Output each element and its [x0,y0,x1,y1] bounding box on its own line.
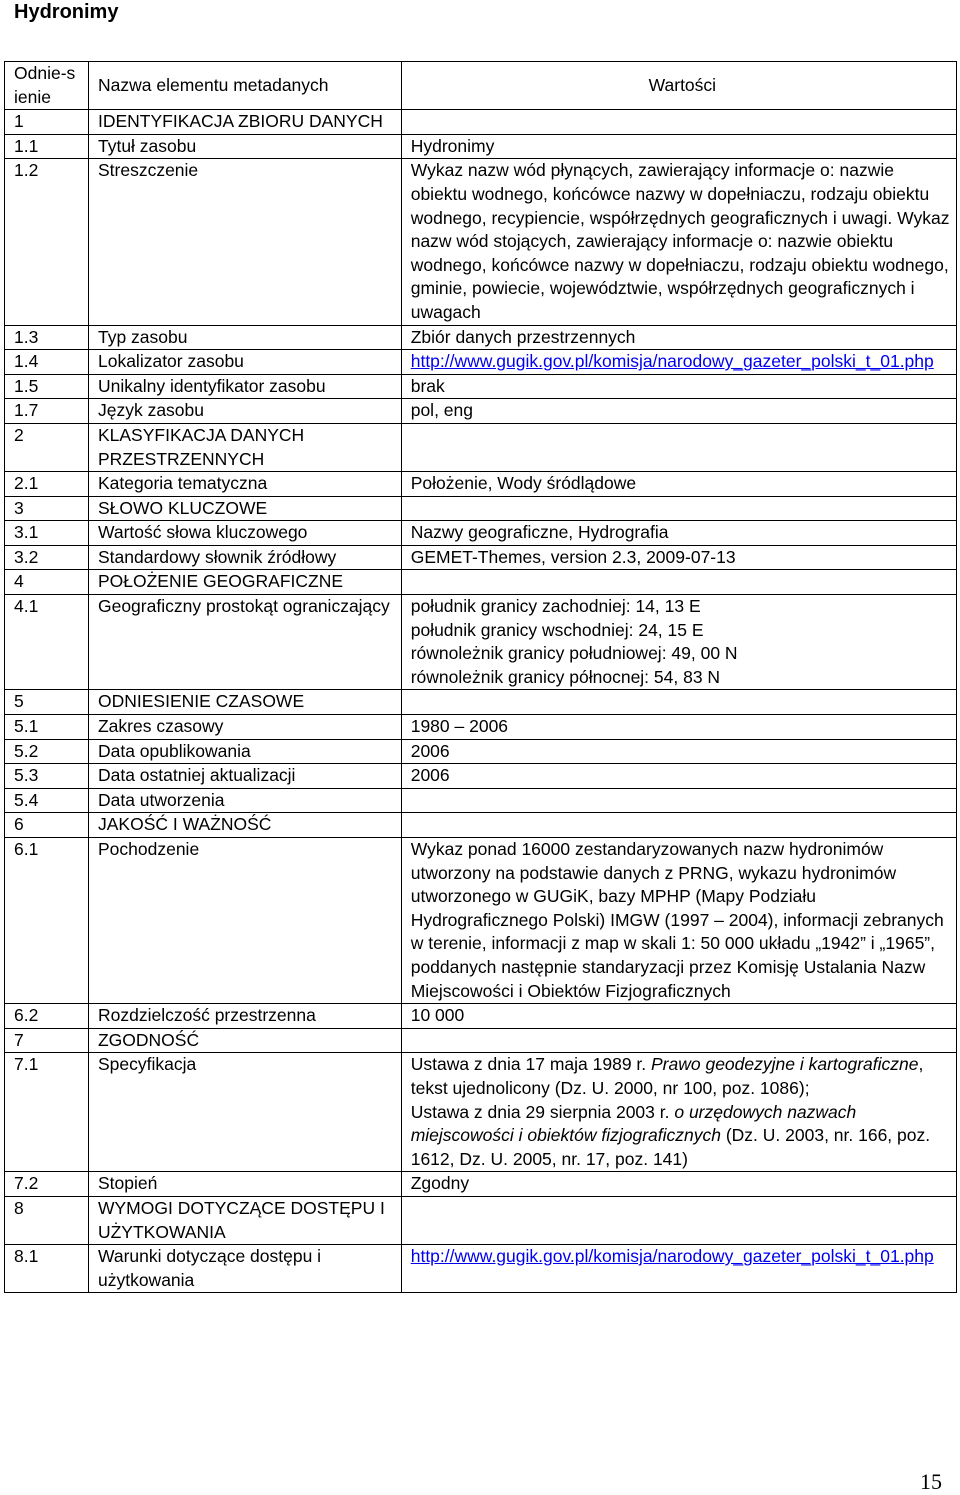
value-text: południk granicy zachodniej: 14, 13 E [410,596,701,617]
ref-cell: 5 [5,690,89,715]
name-cell: Unikalny identyfikator zasobu [88,374,401,399]
ref-cell: 8.1 [5,1245,89,1293]
value-text: , tekst ujednolicony (Dz. U. 2000, nr 100, poz. 1086); [410,1054,924,1098]
name-cell: IDENTYFIKACJA ZBIORU DANYCH [88,110,401,135]
value-paragraph [411,472,954,496]
name-cell: Data ostatniej aktualizacji [88,764,401,789]
name-cell: Data utworzenia [88,788,401,813]
value-text: Położenie, Wody śródlądowe [410,473,637,494]
value-text: 2006 [410,765,450,786]
value-paragraph [411,764,954,788]
table-row [5,690,957,715]
value-cell [401,159,956,325]
value-text: Ustawa z dnia 29 sierpnia 2003 r. [410,1101,675,1122]
value-text: (Dz. U. 2003, nr. 166, poz. 1612, Dz. U. 2005, nr. 17, poz. 141) [410,1125,931,1169]
name-cell: Lokalizator zasobu [88,350,401,375]
table-row [5,545,957,570]
table-row [5,1004,957,1029]
ref-cell: 1.3 [5,325,89,350]
value-text: pol, eng [410,400,473,421]
value-cell [401,1004,956,1029]
value-text: południk granicy wschodniej: 24, 15 E [410,619,704,640]
ref-cell: 6 [5,813,89,838]
value-paragraph [411,1245,954,1269]
table-row [5,595,957,690]
value-text: 1980 – 2006 [410,716,509,737]
table-row [5,325,957,350]
table-row [5,570,957,595]
value-cell [401,715,956,740]
value-paragraph [411,350,954,374]
value-paragraph [411,666,954,690]
value-cell [401,399,956,424]
value-paragraph [411,838,954,1003]
metadata-table [4,61,957,1293]
value-paragraph [411,326,954,350]
value-paragraph [411,546,954,570]
header-name: Nazwa elementu metadanych [88,62,401,110]
name-cell: WYMOGI DOTYCZĄCE DOSTĘPU I UŻYTKOWANIA [88,1196,401,1244]
metadata-table-body [5,62,957,1293]
value-cell [401,350,956,375]
page-title: Hydronimy [14,1,119,23]
table-row [5,134,957,159]
name-cell: Kategoria tematyczna [88,472,401,497]
ref-cell: 8 [5,1196,89,1244]
value-paragraph [411,399,954,423]
table-row [5,399,957,424]
name-cell: Geograficzny prostokąt ograniczający [88,595,401,690]
value-text: Ustawa z dnia 17 maja 1989 r. [410,1054,651,1075]
table-row [5,739,957,764]
value-paragraph [411,740,954,764]
ref-cell: 6.1 [5,838,89,1004]
ref-cell: 4.1 [5,595,89,690]
value-cell [401,739,956,764]
ref-cell: 2.1 [5,472,89,497]
table-row [5,110,957,135]
table-row [5,423,957,471]
table-row [5,1172,957,1197]
name-cell: Streszczenie [88,159,401,325]
value-cell [401,788,956,813]
name-cell: KLASYFIKACJA DANYCH PRZESTRZENNYCH [88,423,401,471]
value-cell [401,838,956,1004]
table-row [5,838,957,1004]
value-text: Zgodny [410,1173,470,1194]
name-cell: Standardowy słownik źródłowy [88,545,401,570]
value-paragraph [411,521,954,545]
name-cell: Wartość słowa kluczowego [88,521,401,546]
name-cell: ODNIESIENIE CZASOWE [88,690,401,715]
ref-cell: 7.1 [5,1053,89,1172]
table-row [5,813,957,838]
name-cell: SŁOWO KLUCZOWE [88,496,401,521]
name-cell: Data opublikowania [88,739,401,764]
value-cell [401,595,956,690]
ref-cell: 1.7 [5,399,89,424]
value-text: brak [410,375,445,396]
value-cell [401,496,956,521]
table-row [5,496,957,521]
value-text: 10 000 [410,1005,465,1026]
ref-cell: 5.2 [5,739,89,764]
table-row [5,159,957,325]
name-cell: Warunki dotyczące dostępu i użytkowania [88,1245,401,1293]
value-text: Wykaz nazw wód płynących, zawierający informacje o: nazwie obiektu wodnego, końcówce nazwy w dopełniaczu, rodzaju obiektu wodnego, recypiencie, współrzędnych geograficznych i uwagi. Wykaz nazw wód stojących, zawierający informacje o: nazwie obiektu wodnego, końcówce nazwy w dopełniaczu, rodzaju obiektu wodnego, gminie, powiecie, województwie, współrzędnych geograficznych i uwagach [410,160,950,322]
value-text: Zbiór danych przestrzennych [410,326,636,347]
value-cell [401,423,956,471]
name-cell: Typ zasobu [88,325,401,350]
table-row [5,788,957,813]
ref-cell: 3 [5,496,89,521]
value-text: równoleżnik granicy północnej: 54, 83 N [410,666,721,687]
ref-cell: 6.2 [5,1004,89,1029]
value-cell [401,1028,956,1053]
name-cell: ZGODNOŚĆ [88,1028,401,1053]
ref-cell: 1.1 [5,134,89,159]
table-row [5,472,957,497]
table-row [5,1053,957,1172]
value-text: Hydronimy [410,135,495,156]
name-cell: Tytuł zasobu [88,134,401,159]
value-cell [401,1053,956,1172]
value-paragraph [411,1053,954,1100]
value-paragraph [411,1004,954,1028]
value-cell [401,764,956,789]
table-row [5,1196,957,1244]
value-text: 2006 [410,740,450,761]
name-cell: Specyfikacja [88,1053,401,1172]
value-cell [401,1245,956,1293]
ref-cell: 5.1 [5,715,89,740]
value-cell [401,690,956,715]
ref-cell: 5.4 [5,788,89,813]
value-cell [401,545,956,570]
ref-cell: 3.1 [5,521,89,546]
table-row [5,1245,957,1293]
value-paragraph [411,159,954,324]
header-ref-label: Odnie-sienie [14,63,76,107]
value-cell [401,374,956,399]
table-row [5,1028,957,1053]
value-cell [401,1172,956,1197]
resource-link[interactable]: http://www.gugik.gov.pl/komisja/narodowy_gazeter_polski_t_01.php [410,1246,934,1267]
ref-cell: 2 [5,423,89,471]
value-paragraph [411,1101,954,1172]
name-cell: POŁOŻENIE GEOGRAFICZNE [88,570,401,595]
value-cell [401,472,956,497]
table-row [5,374,957,399]
ref-cell: 1.4 [5,350,89,375]
table-row [5,715,957,740]
italic-title: o urzędowych nazwach miejscowości i obiektów fizjograficznych [410,1101,857,1146]
name-cell: Pochodzenie [88,838,401,1004]
value-cell [401,110,956,135]
table-row [5,350,957,375]
ref-cell: 1.2 [5,159,89,325]
page-number: 15 [920,1469,942,1494]
ref-cell: 4 [5,570,89,595]
name-cell: Zakres czasowy [88,715,401,740]
value-cell [401,1196,956,1244]
value-paragraph [411,715,954,739]
header-value: Wartości [401,62,956,110]
value-cell [401,570,956,595]
name-cell: JAKOŚĆ I WAŻNOŚĆ [88,813,401,838]
value-paragraph [411,642,954,666]
table-row [5,764,957,789]
value-cell [401,521,956,546]
value-paragraph [411,1172,954,1196]
table-header-row [5,62,957,110]
value-paragraph [411,375,954,399]
name-cell: Stopień [88,1172,401,1197]
value-cell [401,325,956,350]
value-paragraph [411,595,954,619]
ref-cell: 1.5 [5,374,89,399]
value-cell [401,134,956,159]
italic-title: Prawo geodezyjne i kartograficzne [651,1054,919,1075]
value-paragraph [411,619,954,643]
table-row [5,521,957,546]
ref-cell: 3.2 [5,545,89,570]
ref-cell: 7 [5,1028,89,1053]
value-paragraph [411,135,954,159]
resource-link[interactable]: http://www.gugik.gov.pl/komisja/narodowy_gazeter_polski_t_01.php [410,351,934,372]
name-cell: Rozdzielczość przestrzenna [88,1004,401,1029]
value-text: Wykaz ponad 16000 zestandaryzowanych nazw hydronimów utworzony na podstawie danych z PRNG, wykazu hydronimów utworzonego w GUGiK, bazy MPHP (Mapy Podziału Hydrograficznego Polski) IMGW (1997 – 2004), informacji zebranych w terenie, informacji z map w skali 1: 50 000 układu „1942” i „1965”, poddanych następnie standaryzacji przez Komisję Ustalania Nazw Miejscowości i Obiektów Fizjograficznych [410,839,944,1001]
value-text: równoleżnik granicy południowej: 49, 00 N [410,643,738,664]
ref-cell: 7.2 [5,1172,89,1197]
value-text: Nazwy geograficzne, Hydrografia [410,522,669,543]
ref-cell: 1 [5,110,89,135]
ref-cell: 5.3 [5,764,89,789]
value-cell [401,813,956,838]
value-text: GEMET-Themes, version 2.3, 2009-07-13 [410,546,736,567]
name-cell: Język zasobu [88,399,401,424]
header-ref [5,62,89,110]
